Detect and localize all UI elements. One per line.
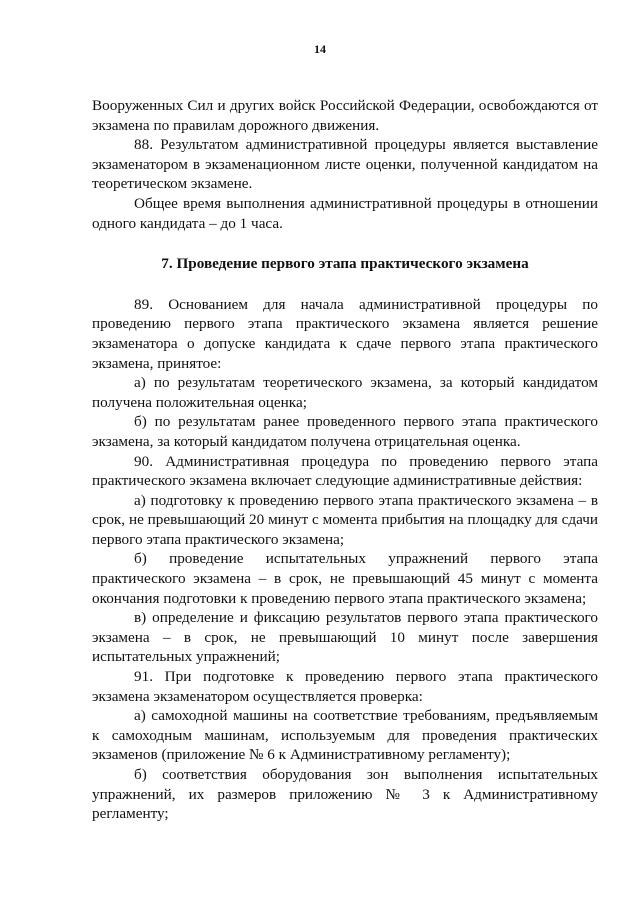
paragraph-91-b: б) соответствия оборудования зон выполнения испытательных упражнений, их размеров приложению № 3 к Административному регламенту; [92,766,598,823]
paragraph-continuation: Вооруженных Сил и других войск Российской Федерации, освобождаются от экзамена по правилам дорожного движения. [92,97,598,134]
paragraph-90: 90. Административная процедура по проведению первого этапа практического экзамена включает следующие административные действия: [92,452,598,490]
paragraph-89-b: б) по результатам ранее проведенного первого этапа практического экзамена, за который кандидатом получена отрицательная оценка. [92,413,598,450]
paragraph-88: 88. Результатом административной процедуры является выставление экзаменатором в экзаменационном листе оценки, полученной кандидатом на теоретическом экзамене. [92,136,598,193]
paragraph-88-time: Общее время выполнения административной процедуры в отношении одного кандидата – до 1 часа. [92,194,598,232]
paragraph-89-a: а) по результатам теоретического экзамена, за который кандидатом получена положительная оценка; [92,374,598,411]
paragraph-91-a: а) самоходной машины на соответствие требованиям, предъявляемым к самоходным машинам, используемым для проведения практических экзаменов (приложение № 6 к Административному регламенту); [92,707,598,764]
paragraph-89: 89. Основанием для начала административной процедуры по проведению первого этапа практического экзамена является решение экзаменатора о допуске кандидата к сдаче первого этапа практического экзамена, принятое: [92,295,598,372]
document-body [92,96,598,824]
paragraph-90-b: б) проведение испытательных упражнений первого этапа практического экзамена – в срок, не превышающий 45 минут с момента окончания подготовки к проведению первого этапа практического экзамена; [92,550,598,607]
section-heading-7: 7. Проведение первого этапа практического экзамена [161,255,529,273]
page-number: 14 [314,42,326,56]
paragraph-90-c: в) определение и фиксацию результатов первого этапа практического экзамена – в срок, не превышающий 10 минут после завершения испытательных упражнений; [92,609,598,666]
paragraph-90-a: а) подготовку к проведению первого этапа практического экзамена – в срок, не превышающий 20 минут с момента прибытия на площадку для сдачи первого этапа практического экзамена; [92,491,598,548]
paragraph-91: 91. При подготовке к проведению первого этапа практического экзамена экзаменатором осуществляется проверка: [92,668,598,705]
